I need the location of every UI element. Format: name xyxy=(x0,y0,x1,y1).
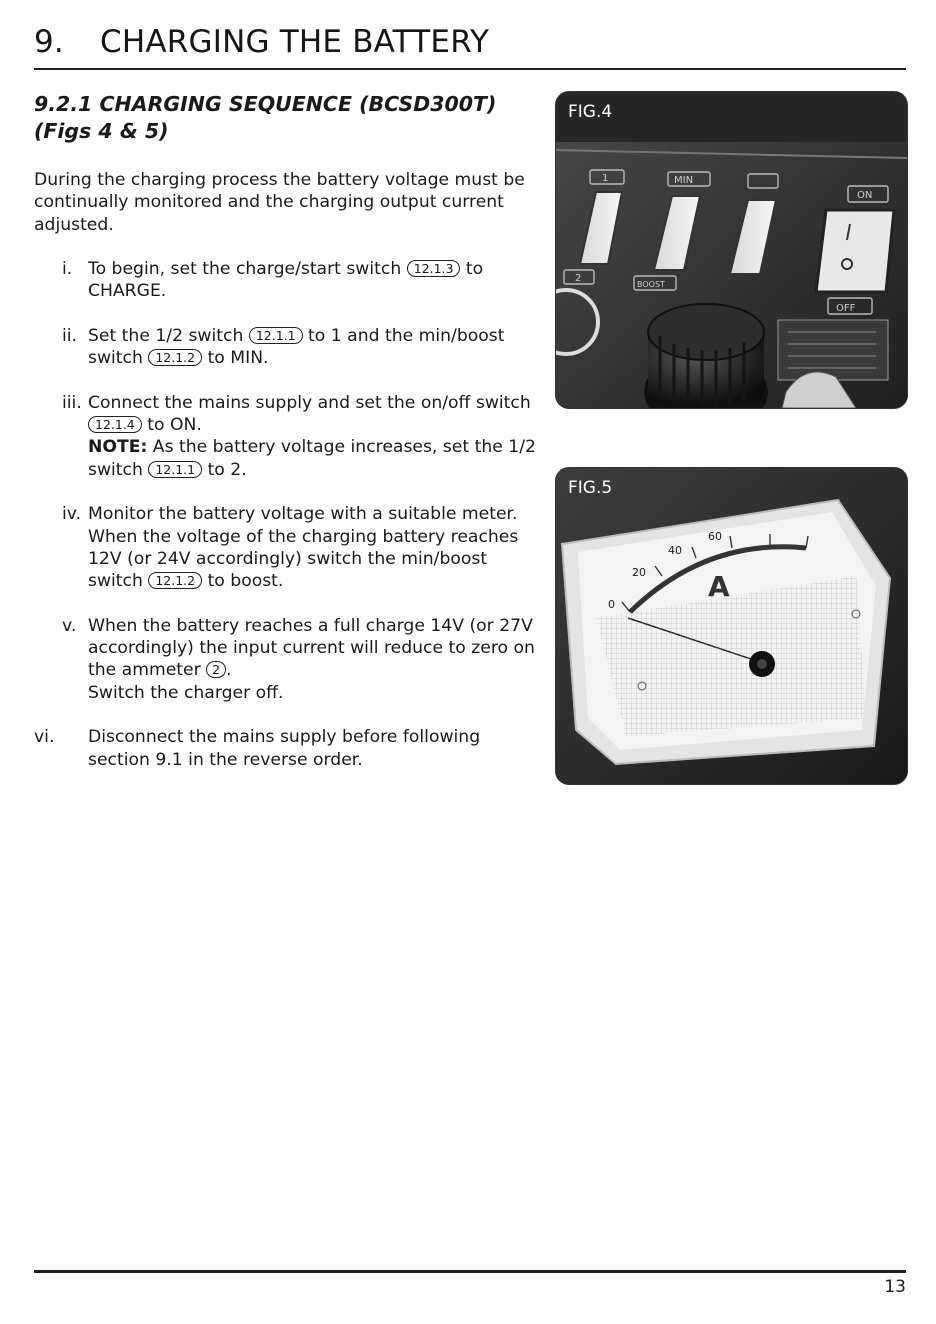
step-iii xyxy=(34,392,544,481)
meter-unit-label: A xyxy=(708,570,730,603)
scale-tick-0: 0 xyxy=(608,598,615,611)
step-text: Connect the mains supply and set the on/off switch xyxy=(88,392,531,413)
switch-label-min: MIN xyxy=(674,175,694,186)
scale-tick-20: 20 xyxy=(632,566,646,579)
step-text: To begin, set the charge/start switch xyxy=(88,259,407,279)
step-text: to 1 and the min/boost switch xyxy=(88,325,505,369)
note-text: to 2. xyxy=(202,459,247,480)
note-text: As the battery voltage increases, set the 1/2 switch xyxy=(88,437,536,480)
step-text: Disconnect the mains supply before following section 9.1 in the reverse order. xyxy=(88,727,481,770)
switch-label-off: OFF xyxy=(836,303,856,314)
section-title: CHARGING THE BATTERY xyxy=(100,24,490,60)
page-title xyxy=(34,24,489,60)
step-iv xyxy=(34,503,544,592)
figure-label: FIG.4 xyxy=(568,102,613,122)
reference-badge: 12.1.1 xyxy=(148,461,202,478)
step-marker: v. xyxy=(62,615,77,636)
page-number: 13 xyxy=(884,1277,906,1297)
step-vi xyxy=(34,726,544,771)
figure-4-photo xyxy=(555,91,908,409)
switch-label-boost: BOOST xyxy=(637,280,665,289)
reference-badge: 12.1.3 xyxy=(407,260,461,277)
figure-label: FIG.5 xyxy=(568,478,613,498)
steps-list xyxy=(34,258,544,793)
step-text: to ON. xyxy=(141,415,202,436)
reference-badge: 2 xyxy=(206,661,226,678)
reference-badge: 12.1.2 xyxy=(148,572,202,589)
switch-label-1: 1 xyxy=(602,173,609,184)
subsection-heading xyxy=(34,91,554,145)
step-marker: iii. xyxy=(62,392,82,413)
reference-badge: 12.1.2 xyxy=(148,349,202,366)
ammeter-illustration xyxy=(556,468,907,784)
step-text: to boost. xyxy=(202,571,284,592)
step-ii xyxy=(34,325,544,370)
step-marker: iv. xyxy=(62,504,82,525)
step-text: to MIN. xyxy=(202,348,269,369)
reference-badge: 12.1.1 xyxy=(249,327,303,344)
subsection-heading-line1: 9.2.1 CHARGING SEQUENCE (BCSD300T) xyxy=(34,92,497,116)
scale-tick-60: 60 xyxy=(708,530,722,543)
step-text: . xyxy=(226,660,232,681)
subsection-heading-line2: (Figs 4 & 5) xyxy=(34,119,169,143)
step-text: Set the 1/2 switch xyxy=(88,325,249,346)
switch-label-2: 2 xyxy=(575,273,582,284)
step-marker: i. xyxy=(62,259,73,279)
step-text: to CHARGE. xyxy=(88,259,484,302)
step-i xyxy=(34,258,544,303)
section-number: 9. xyxy=(34,24,64,60)
note-label: NOTE: xyxy=(88,437,148,458)
title-divider xyxy=(34,68,906,70)
control-knob xyxy=(644,304,768,408)
footer-divider xyxy=(34,1270,906,1273)
figure-5-photo xyxy=(555,467,908,785)
reference-badge: 12.1.4 xyxy=(88,416,142,433)
switch-label-on: ON xyxy=(857,190,873,201)
step-marker: ii. xyxy=(62,325,78,346)
scale-tick-40: 40 xyxy=(668,544,682,557)
step-marker: vi. xyxy=(34,727,55,748)
intro-paragraph: During the charging process the battery voltage must be continually monitored and the charging output current adjusted. xyxy=(34,170,525,235)
step-text: Monitor the battery voltage with a suitable meter. When the voltage of the charging battery reaches 12V (or 24V accordingly) switch the min/boost switch xyxy=(88,504,519,592)
step-text: When the battery reaches a full charge 14V (or 27V accordingly) the input current will reduce to zero on the ammeter xyxy=(88,615,535,681)
charger-panel-illustration xyxy=(556,92,907,408)
step-v xyxy=(34,615,544,704)
step-text: Switch the charger off. xyxy=(88,682,284,703)
